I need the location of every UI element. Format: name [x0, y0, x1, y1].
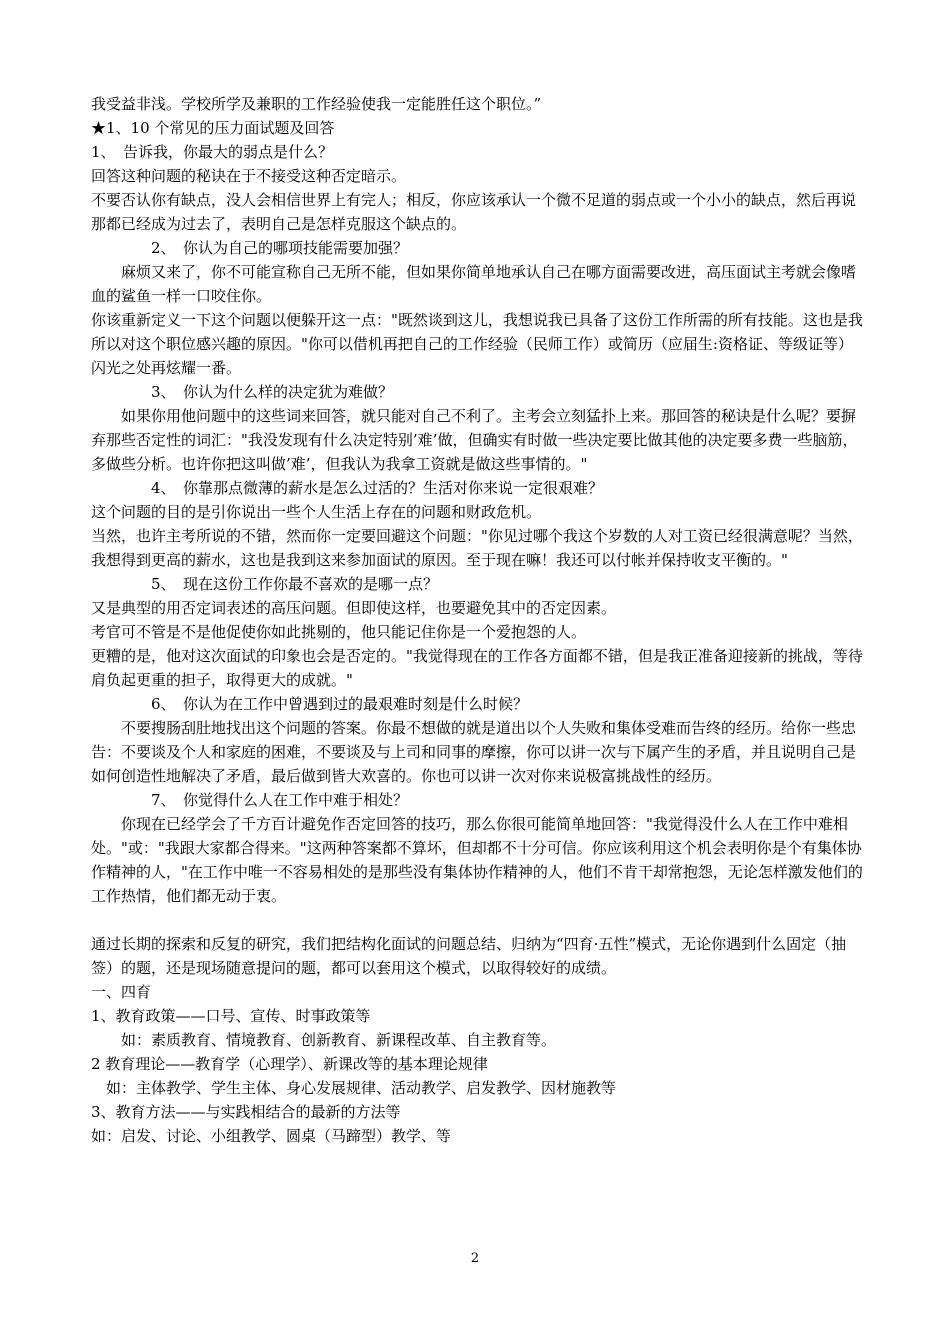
question-4: 4、 你靠那点微薄的薪水是怎么过活的？生活对你来说一定很艰难？	[91, 479, 604, 497]
list-example: 如：主体教学、学生主体、身心发展规律、活动教学、启发教学、因材施教等	[91, 1079, 617, 1097]
list-example: 如：素质教育、情境教育、创新教育、新课程改革、自主教育等。	[91, 1031, 557, 1049]
question-1: 1、 告诉我，你最大的弱点是什么？	[91, 143, 334, 161]
list-item: 1、教育政策——口号、宣传、时事政策等	[91, 1007, 371, 1025]
page-content	[91, 92, 863, 1148]
blank-line	[91, 908, 863, 932]
text-line: 回答这种问题的秘诀在于不接受这种否定暗示。	[91, 167, 407, 185]
question-7: 7、 你觉得什么人在工作中难于相处？	[91, 791, 409, 809]
text-paragraph: 通过长期的探索和反复的研究，我们把结构化面试的问题总结、归纳为“四育·五性”模式，无论你遇到什么固定（抽签）的题，还是现场随意提问的题，都可以套用这个模式，以取得较好的成绩。	[91, 935, 847, 977]
text-paragraph: 如果你用他问题中的这些词来回答，就只能对自己不利了。主考会立刻猛扑上来。那回答的秘诀是什么呢？要摒弃那些否定性的词汇："我没发现有什么决定特别’难’做，但确实有时做一些决定要比做其他的决定要多费一些脑筋，多做些分析。也许你把这叫做’难’，但我认为我拿工资就是做这些事情的。"	[91, 407, 858, 473]
text-paragraph: 麻烦又来了，你不可能宣称自己无所不能，但如果你简单地承认自己在哪方面需要改进，高压面试主考就会像嗜血的鲨鱼一样一口咬住你。	[91, 263, 857, 305]
text-line: 这个问题的目的是引你说出一些个人生活上存在的问题和财政危机。	[91, 503, 542, 521]
text-paragraph: 更糟的是，他对这次面试的印象也会是否定的。"我觉得现在的工作各方面都不错，但是我正准备迎接新的挑战，等待肩负起更重的担子，取得更大的成就。"	[91, 647, 863, 689]
question-5: 5、 现在这份工作你最不喜欢的是哪一点？	[91, 575, 439, 593]
question-3: 3、 你认为什么样的决定犹为难做？	[91, 383, 394, 401]
text-line: 考官可不管是不是他促使你如此挑剔的，他只能记住你是一个爱抱怨的人。	[91, 623, 587, 641]
text-paragraph: 不要否认你有缺点，没人会相信世界上有完人；相反，你应该承认一个微不足道的弱点或一个小小的缺点，然后再说那都已经成为过去了，表明自己是怎样克服这个缺点的。	[91, 191, 857, 233]
list-item: 2 教育理论——教育学（心理学）、新课改等的基本理论规律	[91, 1055, 488, 1073]
section-heading: 一、四育	[91, 983, 152, 1001]
text-paragraph: 你现在已经学会了千方百计避免作否定回答的技巧，那么你很可能简单地回答："我觉得没什么人在工作中难相处。"或："我跟大家都合得来。"这两种答案都不算坏，但却都不十分可信。你应该利用这个机会表明你是个有集体协作精神的人，"在工作中唯一不容易相处的是那些没有集体协作精神的人，他们不肯干却常抱怨，无论怎样激发他们的工作热情，他们都无动于衷。	[91, 815, 863, 905]
text-line: 我受益非浅。学校所学及兼职的工作经验使我一定能胜任这个职位。”	[91, 95, 542, 113]
page-number: 2	[470, 1251, 480, 1266]
list-example: 如：启发、讨论、小组教学、圆桌（马蹄型）教学、等	[91, 1127, 452, 1145]
section-heading: ★1、10 个常见的压力面试题及回答	[91, 119, 335, 137]
text-paragraph: 你该重新定义一下这个问题以便躲开这一点："既然谈到这儿，我想说我已具备了这份工作所需的所有技能。这也是我所以对这个职位感兴趣的原因。"你可以借机再把自己的工作经验（民师工作）或简历（应届生:资格证、等级证等）闪光之处再炫耀一番。	[91, 311, 863, 377]
question-6: 6、 你认为在工作中曾遇到过的最艰难时刻是什么时候？	[91, 695, 529, 713]
text-paragraph: 不要搜肠刮肚地找出这个问题的答案。你最不想做的就是道出以个人失败和集体受难而告终的经历。给你一些忠告：不要谈及个人和家庭的困难，不要谈及与上司和同事的摩擦，你可以讲一次与下属产生的矛盾，并且说明自己是如何创造性地解决了矛盾，最后做到皆大欢喜的。你也可以讲一次对你来说极富挑战性的经历。	[91, 719, 857, 785]
list-item: 3、教育方法——与实践相结合的最新的方法等	[91, 1103, 401, 1121]
question-2: 2、 你认为自己的哪项技能需要加强？	[91, 239, 409, 257]
text-paragraph: 当然，也许主考所说的不错，然而你一定要回避这个问题："你见过哪个我这个岁数的人对工资已经很满意呢？当然，我想得到更高的薪水，这也是我到这来参加面试的原因。至于现在嘛！我还可以付帐并保持收支平衡的。"	[91, 527, 863, 569]
text-line: 又是典型的用否定词表述的高压问题。但即使这样，也要避免其中的否定因素。	[91, 599, 617, 617]
